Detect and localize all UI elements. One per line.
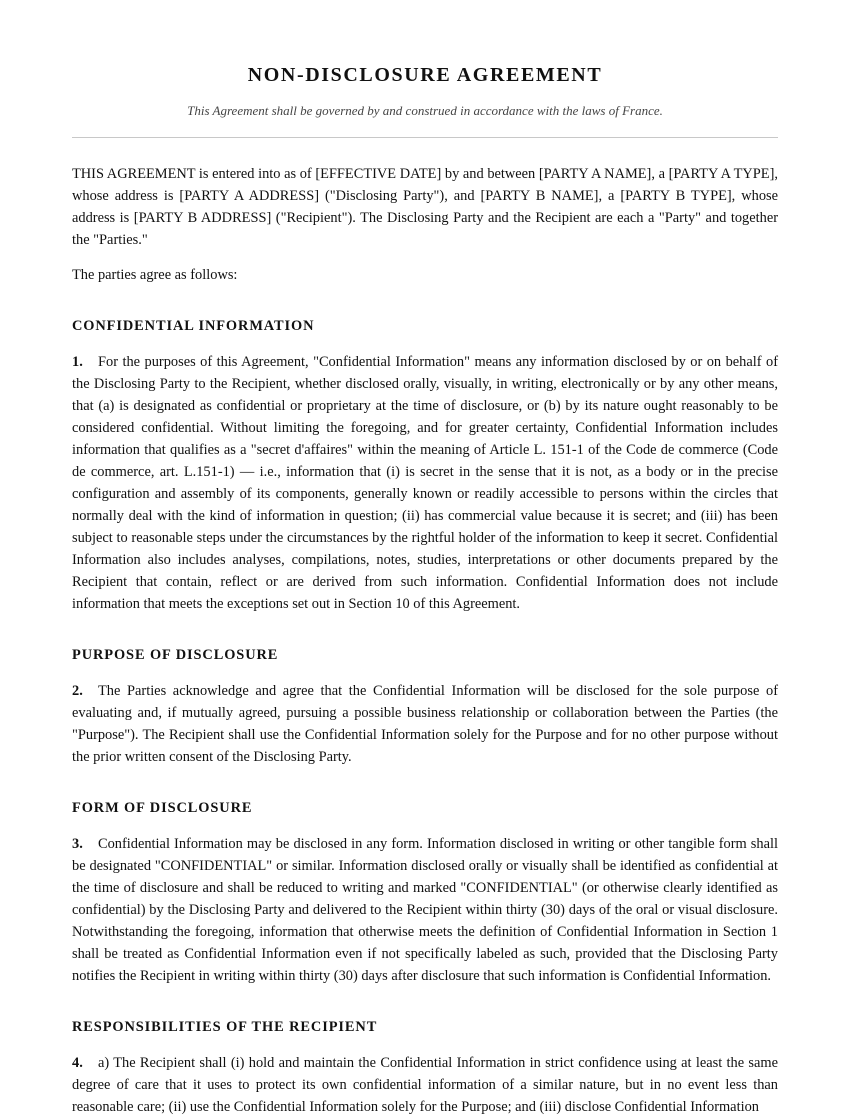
title-divider [72,137,778,138]
section-purpose-of-disclosure [72,644,778,768]
document-page [72,0,778,1118]
section-heading: PURPOSE OF DISCLOSURE [72,647,279,663]
section-number: 2. [72,683,83,699]
section-text: a) The Recipient shall (i) hold and maintain the Confidential Information in strict confidence using at least the same degree of care that it uses to protect its own confidential information of a similar nature, but in no event less than reasonable care; (ii) use the Confidential Information solely for the Purpose; and (iii) disclose Confidential Information [72,1055,778,1115]
section-number: 4. [72,1055,83,1071]
agreement-lead-in: The parties agree as follows: [72,267,238,283]
section-paragraph [72,1052,778,1118]
section-heading: RESPONSIBILITIES OF THE RECIPIENT [72,1019,378,1035]
section-text: Confidential Information may be disclosed in any form. Information disclosed in writing or other tangible form shall be designated "CONFIDENTIAL" or similar. Information disclosed orally or visually shall be identified as confidential at the time of disclosure and shall be reduced to writing and marked "CONFIDENTIAL" (or otherwise clearly identified as confidential) by the Disclosing Party and delivered to the Recipient within thirty (30) days of the oral or visual disclosure. Notwithstanding the foregoing, information that otherwise meets the definition of Confidential Information in Section 1 shall be treated as Confidential Information even if not specifically labeled as such, provided that the Disclosing Party notifies the Recipient in writing within thirty (30) days after disclosure that such information is Confidential Information. [72,836,778,984]
section-paragraph [72,351,778,615]
section-text: For the purposes of this Agreement, "Confidential Information" means any information disclosed by or on behalf of the Disclosing Party to the Recipient, whether disclosed orally, visually, in writing, electronically or by any other means, that (a) is designated as confidential or proprietary at the time of disclosure, or (b) by its nature ought reasonably to be considered confidential. Without limiting the foregoing, and for greater certainty, Confidential Information includes information that qualifies as a "secret d'affaires" within the meaning of Article L. 151-1 of the Code de commerce (Code de commerce, art. L.151-1) — i.e., information that (i) is secret in the sense that it is not, as a body or in the precise configuration and assembly of its components, generally known or readily accessible to persons within the circles that normally deal with the kind of information in question; (ii) has commercial value because it is secret; and (iii) has been subject to reasonable steps under the circumstances by the rightful holder of the information to keep it secret. Confidential Information also includes analyses, compilations, notes, studies, interpretations or other documents prepared by the Recipient that contain, reflect or are derived from such information. Confidential Information does not include information that meets the exceptions set out in Section 10 of this Agreement. [72,354,778,612]
section-heading: FORM OF DISCLOSURE [72,800,253,816]
section-confidential-information [72,315,778,615]
governing-law-subtitle: This Agreement shall be governed by and construed in accordance with the laws of France. [187,103,663,118]
section-form-of-disclosure [72,797,778,987]
section-text: The Parties acknowledge and agree that the Confidential Information will be disclosed for the sole purpose of evaluating and, if mutually agreed, pursuing a possible business relationship or collaboration between the Parties (the "Purpose"). The Recipient shall use the Confidential Information solely for the Purpose and for no other purpose without the prior written consent of the Disclosing Party. [72,683,778,765]
section-heading: CONFIDENTIAL INFORMATION [72,318,315,334]
intro-paragraph: THIS AGREEMENT is entered into as of [EFFECTIVE DATE] by and between [PARTY A NAME], a [PARTY A TYPE], whose address is [PARTY A ADDRESS] ("Disclosing Party"), and [PARTY B NAME], a [PARTY B TYPE], whose address is [PARTY B ADDRESS] ("Recipient"). The Disclosing Party and the Recipient are each a "Party" and together the "Parties." [72,166,778,248]
document-title: NON-DISCLOSURE AGREEMENT [247,64,603,86]
section-paragraph [72,680,778,768]
section-responsibilities-of-recipient [72,1016,778,1118]
section-paragraph [72,833,778,987]
section-number: 3. [72,836,83,852]
section-number: 1. [72,354,83,370]
